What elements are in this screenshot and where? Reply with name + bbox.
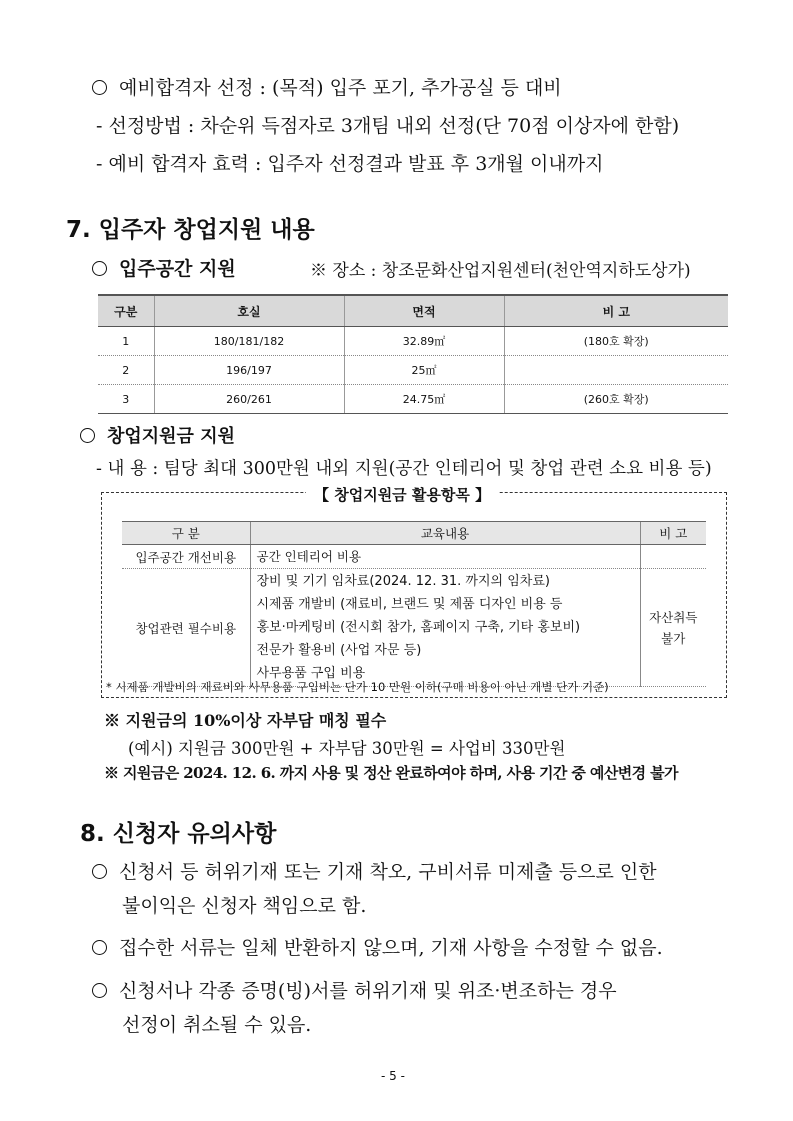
fund-content-dash: - 내 용 : 팀당 최대 300만원 내외 지원(공간 인테리어 및 창업 관련 소요 비용 등)	[96, 459, 712, 479]
list-item: 홍보·마케팅비 (전시회 참가, 홈페이지 구축, 기타 홍보비)	[256, 620, 581, 635]
table-header: 구분	[98, 295, 154, 327]
table-cell	[504, 356, 728, 385]
table-cell: 입주공간 개선비용	[122, 545, 250, 569]
notice-item-2: 접수한 서류는 일체 반환하지 않으며, 기재 사항을 수정할 수 없음.	[92, 933, 663, 960]
section-7-title: 7. 입주자 창업지원 내용	[66, 217, 315, 243]
matching-example: (예시) 지원금 300만원 + 자부담 30만원 = 사업비 330만원	[128, 739, 566, 758]
table-cell: 1	[98, 327, 154, 356]
table-row	[98, 327, 728, 356]
table-row	[122, 545, 706, 569]
list-item: 전문가 활용비 (사업 자문 등)	[256, 643, 422, 658]
fund-usage-table	[122, 521, 706, 687]
table-cell: 180/181/182	[154, 327, 344, 356]
list-item: 사무용품 구입 비용	[256, 666, 366, 681]
circle-bullet-icon	[92, 864, 107, 879]
table-cell: 공간 인테리어 비용	[250, 545, 640, 569]
table-cell	[640, 569, 706, 687]
table-header: 비 고	[640, 522, 706, 545]
table-row	[122, 569, 706, 687]
dash-selection-method: - 선정방법 : 차순위 득점자로 3개팀 내외 선정(단 70점 이상자에 한함)	[96, 115, 680, 137]
table-cell: 32.89㎡	[344, 327, 504, 356]
table-cell: 25㎡	[344, 356, 504, 385]
table-cell: 3	[98, 385, 154, 414]
section-8-title: 8. 신청자 유의사항	[80, 821, 277, 847]
space-table	[98, 294, 728, 414]
deadline-note: ※ 지원금은 2024. 12. 6. 까지 사용 및 정산 완료하여야 하며, 사용 기간 중 예산변경 불가	[104, 764, 678, 782]
box-footnote: * 시제품 개발비의 재료비와 사무용품 구입비는 단가 10 만원 이하(구매 비용이 아닌 개별 단가 기준)	[106, 680, 609, 694]
dash-reserve-validity: - 예비 합격자 효력 : 입주자 선정결과 발표 후 3개월 이내까지	[96, 153, 604, 175]
page-number: - 5 -	[381, 1069, 405, 1083]
table-cell	[640, 545, 706, 569]
space-location-note: ※ 장소 : 창조문화산업지원센터(천안역지하도상가)	[310, 261, 691, 281]
notice-item-1: 신청서 등 허위기재 또는 기재 착오, 구비서류 미제출 등으로 인한	[92, 857, 657, 884]
note-line: 불가	[661, 630, 686, 646]
table-header: 교육내용	[250, 522, 640, 545]
table-header: 구 분	[122, 522, 250, 545]
notice-item-1-cont: 불이익은 신청자 책임으로 함.	[122, 895, 367, 917]
circle-bullet-icon	[92, 80, 107, 95]
bullet-reserve-selection: 예비합격자 선정 : (목적) 입주 포기, 추가공실 등 대비	[92, 73, 562, 100]
table-cell: 2	[98, 356, 154, 385]
table-cell	[250, 569, 640, 687]
list-item: 시제품 개발비 (재료비, 브랜드 및 제품 디자인 비용 등	[256, 597, 563, 612]
matching-requirement: ※ 지원금의 10%이상 자부담 매칭 필수	[104, 711, 387, 730]
circle-bullet-icon	[92, 940, 107, 955]
table-cell: 24.75㎡	[344, 385, 504, 414]
notice-item-3-cont: 선정이 취소될 수 있음.	[122, 1014, 312, 1036]
table-cell: (180호 확장)	[504, 327, 728, 356]
table-header: 비 고	[504, 295, 728, 327]
table-header: 호실	[154, 295, 344, 327]
circle-bullet-icon	[92, 261, 107, 276]
table-header: 면적	[344, 295, 504, 327]
table-cell: 260/261	[154, 385, 344, 414]
table-row	[98, 356, 728, 385]
table-cell: (260호 확장)	[504, 385, 728, 414]
list-item: 장비 및 기기 임차료(2024. 12. 31. 까지의 임차료)	[256, 574, 550, 589]
bullet-space-support: 입주공간 지원	[92, 254, 236, 281]
table-header-row	[98, 295, 728, 327]
note-line: 자산취득	[649, 609, 698, 625]
table-header-row	[122, 522, 706, 545]
table-row	[98, 385, 728, 414]
fund-usage-box-title: 【 창업지원금 활용항목 】	[306, 484, 498, 505]
bullet-fund-support: 창업지원금 지원	[80, 422, 235, 448]
table-cell: 창업관련 필수비용	[122, 569, 250, 687]
table-cell: 196/197	[154, 356, 344, 385]
notice-item-3: 신청서나 각종 증명(빙)서를 허위기재 및 위조·변조하는 경우	[92, 976, 617, 1003]
circle-bullet-icon	[80, 428, 95, 443]
circle-bullet-icon	[92, 983, 107, 998]
